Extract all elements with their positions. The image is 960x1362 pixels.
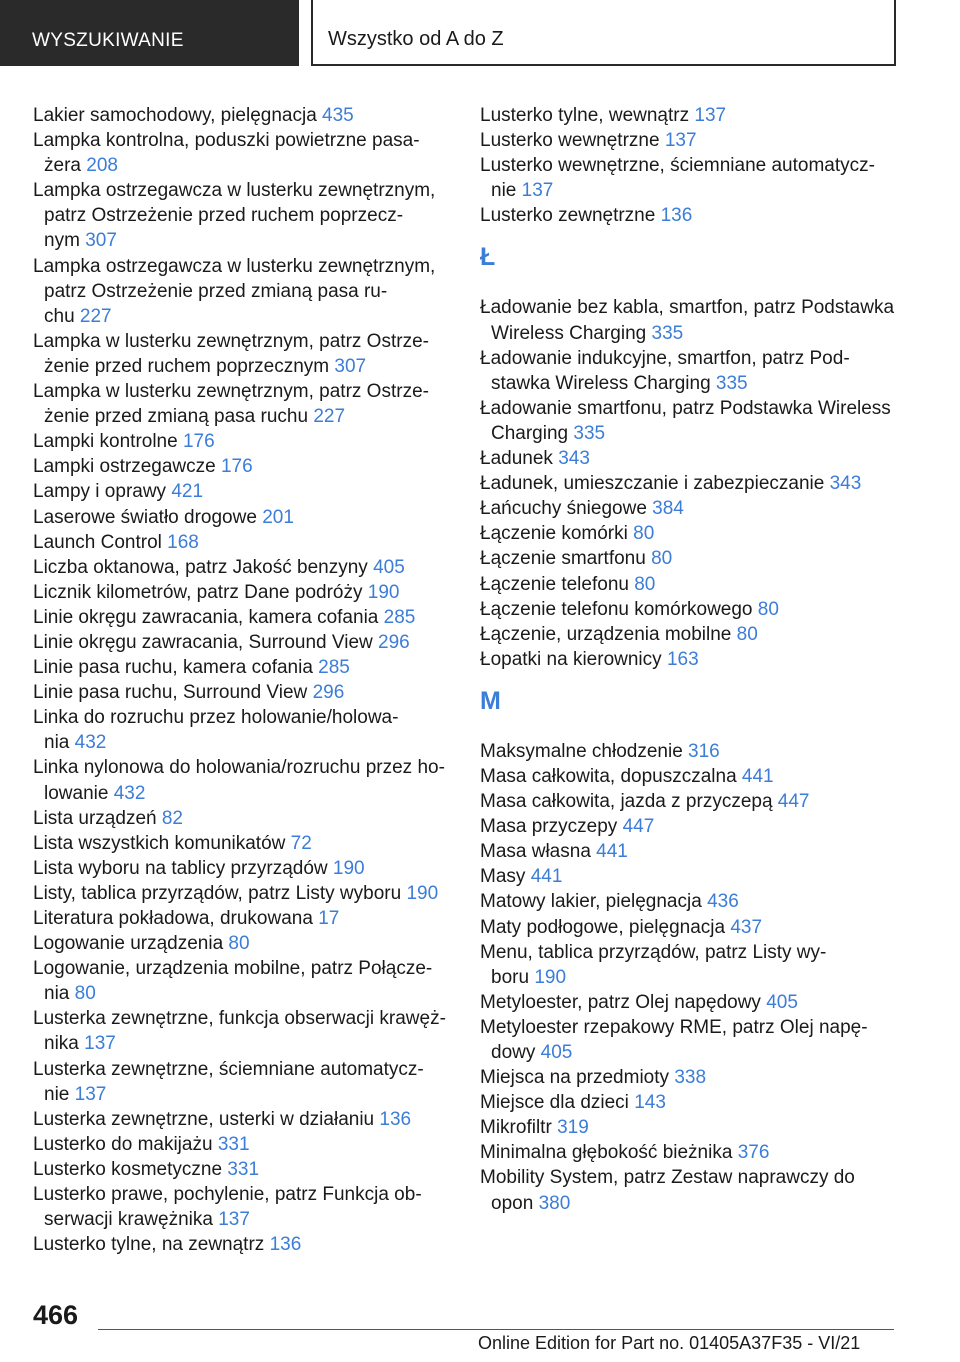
page-reference-link[interactable]: 137 xyxy=(84,1033,116,1055)
page-reference-link[interactable]: 335 xyxy=(715,372,748,394)
index-entry xyxy=(33,881,448,906)
index-entry xyxy=(33,630,448,655)
entry-text: Charging xyxy=(491,422,569,444)
entry-text: Metyloester, patrz Olej napędowy xyxy=(480,991,761,1013)
entry-text: Laserowe światło drogowe xyxy=(33,506,257,528)
page-reference-link[interactable]: 168 xyxy=(167,531,199,553)
entry-text: stawka Wireless Charging xyxy=(491,372,711,394)
index-entry xyxy=(33,655,448,680)
page-reference-link[interactable]: 435 xyxy=(322,105,354,126)
entry-text: Ładunek xyxy=(480,448,553,470)
entry-text: Łańcuchy śniegowe xyxy=(480,498,647,520)
entry-text: boru xyxy=(491,966,530,988)
entry-text: Linie okręgu zawracania, kamera cofania xyxy=(33,606,379,628)
page-reference-link[interactable]: 72 xyxy=(290,832,312,854)
index-entry xyxy=(33,103,448,128)
index-entry xyxy=(33,429,448,454)
page-reference-link[interactable]: 137 xyxy=(74,1083,107,1105)
index-entry xyxy=(480,597,900,622)
index-entry xyxy=(33,178,448,253)
page-reference-link[interactable]: 80 xyxy=(74,983,96,1005)
entry-text: Linka nylonowa do holowania/rozruchu przez ho- xyxy=(33,757,445,779)
entry-text: nie xyxy=(44,1083,70,1105)
entry-text: Miejsca na przedmioty xyxy=(480,1067,670,1089)
entry-text: Lampka ostrzegawcza w lusterku zewnętrznym, xyxy=(33,180,436,202)
page-reference-link[interactable]: 285 xyxy=(383,606,416,628)
entry-text: Menu, tablica przyrządów, patrz Listy wy- xyxy=(480,941,827,963)
entry-text: Lampka w lusterku zewnętrznym, patrz Ostrze- xyxy=(33,330,429,352)
entry-text: Lusterko tylne, na zewnątrz xyxy=(33,1234,265,1256)
entry-text: Mikrofiltr xyxy=(480,1117,552,1139)
entry-text: Lakier samochodowy, pielęgnacja xyxy=(33,105,317,126)
index-entry xyxy=(33,605,448,630)
index-entry xyxy=(480,471,900,496)
index-entry xyxy=(33,329,448,379)
page-reference-link[interactable]: 447 xyxy=(777,791,810,813)
entry-text: Łączenie telefonu komórkowego xyxy=(480,598,753,620)
entry-text: chu xyxy=(44,305,75,327)
edition-text: Online Edition for Part no. 01405A37F35 - VI/21 xyxy=(478,1333,861,1353)
entry-text: patrz Ostrzeżenie przed ruchem poprzecz- xyxy=(44,205,404,227)
entry-text: Minimalna głębokość bieżnika xyxy=(480,1142,733,1164)
page-reference-link[interactable]: 176 xyxy=(182,431,215,453)
page-reference-link[interactable]: 447 xyxy=(622,816,655,838)
index-entry xyxy=(33,1006,448,1056)
entry-text: Licznik kilometrów, patrz Dane podróży xyxy=(33,581,363,603)
index-entry xyxy=(480,1015,900,1065)
page-reference-link[interactable]: 227 xyxy=(313,406,346,428)
index-entry xyxy=(33,580,448,605)
entry-text: Maksymalne chłodzenie xyxy=(480,740,683,762)
index-entry xyxy=(480,814,900,839)
index-entry xyxy=(33,254,448,329)
index-entry xyxy=(480,103,900,128)
page-reference-link[interactable]: 143 xyxy=(634,1092,666,1114)
entry-text: serwacji krawężnika xyxy=(44,1209,213,1231)
index-column-right xyxy=(480,103,900,1216)
index-entry xyxy=(33,454,448,479)
page-reference-link[interactable]: 296 xyxy=(312,682,345,704)
entry-text: Masa całkowita, dopuszczalna xyxy=(480,765,737,787)
page-reference-link[interactable]: 190 xyxy=(406,882,439,904)
page-reference-link[interactable]: 343 xyxy=(829,473,862,495)
index-entry xyxy=(480,1140,900,1165)
page-reference-link[interactable]: 137 xyxy=(664,130,697,152)
index-entry xyxy=(33,806,448,831)
entry-text: patrz Ostrzeżenie przed zmianą pasa ru- xyxy=(44,280,388,302)
index-entry xyxy=(480,940,900,990)
index-entry xyxy=(33,831,448,856)
page-reference-link[interactable]: 190 xyxy=(332,857,365,879)
index-entry xyxy=(33,1057,448,1107)
topic-tab-label: Wszystko od A do Z xyxy=(328,28,504,50)
section-tab[interactable] xyxy=(0,0,299,66)
entry-text: lowanie xyxy=(44,782,109,804)
index-entry xyxy=(33,1232,448,1257)
index-entry xyxy=(33,128,448,178)
entry-text: Linie pasa ruchu, kamera cofania xyxy=(33,657,313,679)
entry-text: nie xyxy=(491,180,517,202)
entry-text: Mobility System, patrz Zestaw naprawczy do xyxy=(480,1167,855,1189)
entry-text: Lusterko wewnętrzne, ściemniane automatycz- xyxy=(480,155,875,177)
entry-text: Metyloester rzepakowy RME, patrz Olej napę- xyxy=(480,1016,868,1038)
index-entry xyxy=(480,764,900,789)
section-tab-label: WYSZUKIWANIE xyxy=(32,30,184,51)
index-entry xyxy=(33,555,448,580)
entry-text: Łopatki na kierownicy xyxy=(480,648,662,670)
topic-tab[interactable] xyxy=(311,0,896,66)
entry-text: Liczba oktanowa, patrz Jakość benzyny xyxy=(33,556,368,578)
page-reference-link[interactable]: 331 xyxy=(227,1158,260,1180)
page-reference-link[interactable]: 227 xyxy=(79,305,112,327)
entry-text: Masy xyxy=(480,866,526,888)
page-reference-link[interactable]: 190 xyxy=(367,581,400,603)
index-entry xyxy=(480,864,900,889)
index-entry xyxy=(480,839,900,864)
page-reference-link[interactable]: 80 xyxy=(757,598,779,620)
index-entry xyxy=(480,546,900,571)
entry-text: Lusterko wewnętrzne xyxy=(480,130,660,152)
page-reference-link[interactable]: 441 xyxy=(596,841,628,863)
page-reference-link[interactable]: 441 xyxy=(741,765,774,787)
letter-heading-l: Ł xyxy=(480,243,496,272)
page-reference-link[interactable]: 80 xyxy=(736,623,758,645)
index-entry xyxy=(480,647,900,672)
entry-text: dowy xyxy=(491,1042,536,1063)
page-reference-link[interactable]: 80 xyxy=(228,933,250,955)
entry-text: żera xyxy=(44,155,81,177)
page-reference-link[interactable]: 405 xyxy=(766,991,798,1013)
page-reference-link[interactable]: 201 xyxy=(262,506,294,528)
page-reference-link[interactable]: 163 xyxy=(666,648,699,670)
index-entry xyxy=(33,1107,448,1132)
page-reference-link[interactable]: 285 xyxy=(318,657,350,679)
entry-text: Lampki kontrolne xyxy=(33,431,178,453)
index-entry xyxy=(33,705,448,755)
entry-text: Lusterko tylne, wewnątrz xyxy=(480,105,690,126)
index-entry xyxy=(33,956,448,1006)
page-reference-link[interactable]: 405 xyxy=(540,1042,573,1063)
index-entry xyxy=(480,1165,900,1215)
page-reference-link[interactable]: 136 xyxy=(660,205,693,227)
index-entry xyxy=(33,856,448,881)
page-header xyxy=(0,0,960,66)
entry-text: nika xyxy=(44,1033,79,1055)
entry-text: Lusterko prawe, pochylenie, patrz Funkcja ob- xyxy=(33,1184,422,1206)
index-entry xyxy=(33,1132,448,1157)
page-reference-link[interactable]: 80 xyxy=(651,548,673,570)
entry-text: Lista wyboru na tablicy przyrządów xyxy=(33,857,328,879)
entry-text: Miejsce dla dzieci xyxy=(480,1092,629,1114)
index-entry xyxy=(33,530,448,555)
page-reference-link[interactable]: 137 xyxy=(218,1209,250,1231)
page-reference-link[interactable]: 176 xyxy=(220,456,253,478)
entry-text: Lista wszystkich komunikatów xyxy=(33,832,286,854)
entry-text: Łączenie komórki xyxy=(480,523,628,545)
index-entry xyxy=(33,379,448,429)
entry-text: Wireless Charging xyxy=(491,322,647,344)
page-reference-link[interactable]: 208 xyxy=(86,155,118,177)
entry-text: Linka do rozruchu przez holowanie/holowa- xyxy=(33,707,399,729)
index-entry xyxy=(33,1157,448,1182)
index-entry xyxy=(480,622,900,647)
footer-divider xyxy=(98,1329,894,1330)
index-entry xyxy=(33,680,448,705)
index-entry xyxy=(480,789,900,814)
page-reference-link[interactable]: 437 xyxy=(730,916,763,938)
entry-text: Lusterko kosmetyczne xyxy=(33,1158,223,1180)
entry-text: Ładowanie indukcyjne, smartfon, patrz Pod- xyxy=(480,347,850,369)
page-reference-link[interactable]: 331 xyxy=(217,1133,250,1155)
index-entry xyxy=(33,931,448,956)
page-reference-link[interactable]: 335 xyxy=(651,322,684,344)
entry-text: żenie przed zmianą pasa ruchu xyxy=(44,406,309,428)
index-entry xyxy=(480,346,900,396)
index-column-left xyxy=(33,103,448,1257)
entry-text: Lampy i oprawy xyxy=(33,481,167,503)
page-reference-link[interactable]: 376 xyxy=(737,1142,770,1164)
index-entry xyxy=(33,1182,448,1232)
index-entry xyxy=(480,739,900,764)
entry-text: Lampka w lusterku zewnętrznym, patrz Ostrze- xyxy=(33,381,429,403)
page-reference-link[interactable]: 136 xyxy=(269,1234,302,1256)
entry-text: Matowy lakier, pielęgnacja xyxy=(480,891,702,913)
index-entry xyxy=(33,505,448,530)
entry-text: Lusterka zewnętrzne, usterki w działaniu xyxy=(33,1108,375,1130)
letter-heading-m: M xyxy=(480,686,501,715)
page-number: 466 xyxy=(33,1300,79,1330)
entry-text: Linie okręgu zawracania, Surround View xyxy=(33,631,373,653)
entry-text: Literatura pokładowa, drukowana xyxy=(33,908,313,929)
entry-text: Łączenie, urządzenia mobilne xyxy=(480,623,732,645)
entry-text: Listy, tablica przyrządów, patrz Listy wyboru xyxy=(33,882,402,904)
index-entry xyxy=(480,915,900,940)
entry-text: Ładowanie smartfonu, patrz Podstawka Wireless xyxy=(480,397,891,419)
page-reference-link[interactable]: 80 xyxy=(633,523,655,545)
page-reference-link[interactable]: 17 xyxy=(318,908,340,929)
page-reference-link[interactable]: 80 xyxy=(634,573,656,595)
page-reference-link[interactable]: 432 xyxy=(74,732,107,754)
page-reference-link[interactable]: 436 xyxy=(707,891,739,913)
index-entry xyxy=(480,396,900,446)
page-reference-link[interactable]: 296 xyxy=(378,631,410,653)
index-entry xyxy=(480,128,900,153)
page-reference-link[interactable]: 137 xyxy=(521,180,554,202)
page-reference-link[interactable]: 137 xyxy=(694,105,727,126)
entry-text: Linie pasa ruchu, Surround View xyxy=(33,682,308,704)
index-entry xyxy=(480,153,900,203)
index-entry xyxy=(480,1115,900,1140)
entry-text: żenie przed ruchem poprzecznym xyxy=(44,355,330,377)
index-entry xyxy=(480,446,900,471)
index-entry xyxy=(480,1090,900,1115)
page-reference-link[interactable]: 432 xyxy=(113,782,146,804)
index-entry xyxy=(480,572,900,597)
page-reference-link[interactable]: 380 xyxy=(538,1192,571,1214)
page-reference-link[interactable]: 82 xyxy=(161,807,183,829)
entry-text: nia xyxy=(44,983,70,1005)
entry-text: Masa przyczepy xyxy=(480,816,618,838)
entry-text: nym xyxy=(44,230,80,252)
entry-text: Lampka ostrzegawcza w lusterku zewnętrznym, xyxy=(33,255,436,277)
page-reference-link[interactable]: 441 xyxy=(530,866,563,888)
index-entry xyxy=(480,990,900,1015)
entry-text: Lusterko do makijażu xyxy=(33,1133,213,1155)
entry-text: Lista urządzeń xyxy=(33,807,157,829)
entry-text: Łączenie telefonu xyxy=(480,573,629,595)
entry-text: Masa własna xyxy=(480,841,591,863)
index-entry xyxy=(480,203,900,228)
entry-text: Lusterka zewnętrzne, ściemniane automatycz- xyxy=(33,1058,424,1080)
entry-text: Logowanie urządzenia xyxy=(33,933,224,955)
entry-text: nia xyxy=(44,732,70,754)
index-entry xyxy=(480,1065,900,1090)
entry-text: Maty podłogowe, pielęgnacja xyxy=(480,916,726,938)
index-entry xyxy=(480,889,900,914)
entry-text: Lusterko zewnętrzne xyxy=(480,205,656,227)
index-entry xyxy=(480,496,900,521)
page-reference-link[interactable]: 343 xyxy=(558,448,590,470)
page-reference-link[interactable]: 136 xyxy=(379,1108,412,1130)
entry-text: Ładunek, umieszczanie i zabezpieczanie xyxy=(480,473,825,495)
page-reference-link[interactable]: 316 xyxy=(688,740,720,762)
page-reference-link[interactable]: 405 xyxy=(373,556,405,578)
entry-text: Masa całkowita, jazda z przyczepą xyxy=(480,791,773,813)
page-reference-link[interactable]: 421 xyxy=(171,481,204,503)
entry-text: Logowanie, urządzenia mobilne, patrz Połącze- xyxy=(33,958,433,980)
page-reference-link[interactable]: 190 xyxy=(534,966,567,988)
page-reference-link[interactable]: 335 xyxy=(573,422,606,444)
index-entry xyxy=(33,479,448,504)
index-entry xyxy=(480,521,900,546)
entry-text: Lampka kontrolna, poduszki powietrzne pasa- xyxy=(33,130,420,152)
page-reference-link[interactable]: 338 xyxy=(674,1067,707,1089)
page-reference-link[interactable]: 307 xyxy=(85,230,117,252)
entry-text: opon xyxy=(491,1192,534,1214)
page-reference-link[interactable]: 307 xyxy=(334,355,367,377)
entry-text: Launch Control xyxy=(33,531,162,553)
entry-text: Lusterka zewnętrzne, funkcja obserwacji krawęż- xyxy=(33,1008,446,1030)
entry-text: Łączenie smartfonu xyxy=(480,548,646,570)
entry-text: Lampki ostrzegawcze xyxy=(33,456,216,478)
page-reference-link[interactable]: 384 xyxy=(652,498,684,520)
index-entry xyxy=(33,755,448,805)
index-entry xyxy=(480,295,900,345)
entry-text: Ładowanie bez kabla, smartfon, patrz Podstawka xyxy=(480,297,895,319)
page-reference-link[interactable]: 319 xyxy=(557,1117,589,1139)
index-entry xyxy=(33,906,448,931)
